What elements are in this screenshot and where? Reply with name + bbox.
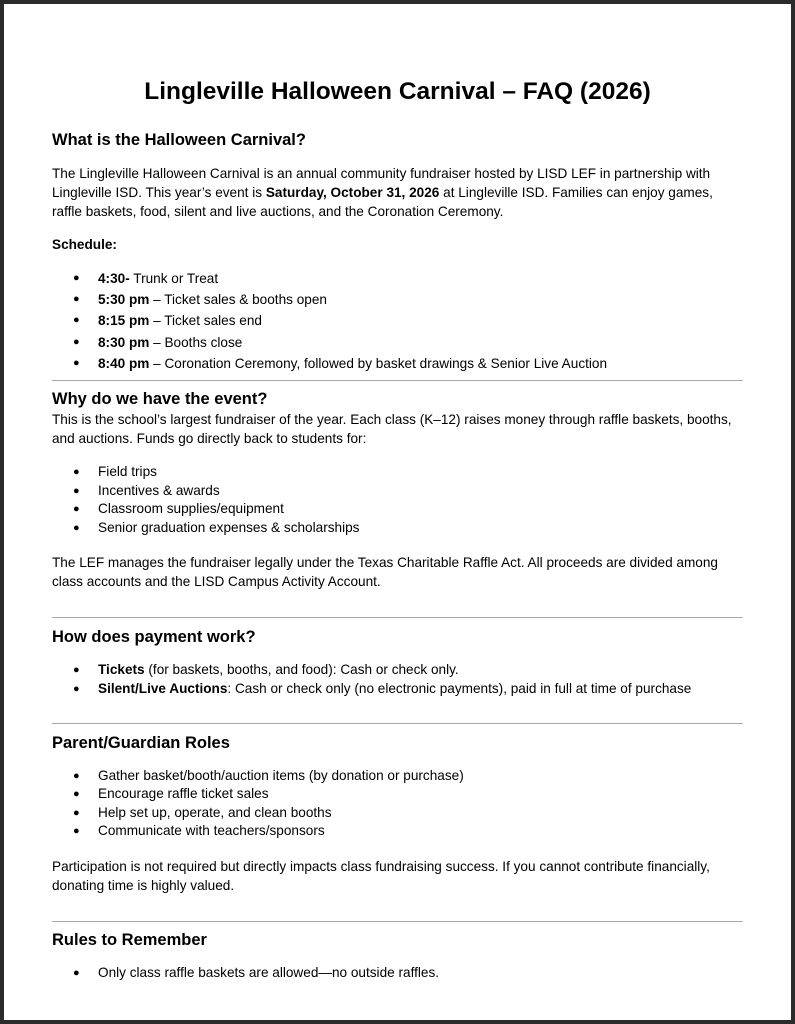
- schedule-time: 8:15 pm: [98, 313, 150, 329]
- schedule-item: [52, 332, 743, 353]
- section-heading-rules: Rules to Remember: [52, 930, 207, 949]
- schedule-label: Schedule:: [52, 237, 117, 252]
- list-item: [52, 680, 743, 699]
- schedule-time: 8:40 pm: [98, 355, 150, 371]
- schedule-time: 4:30-: [98, 271, 130, 286]
- payment-item-label: Tickets: [98, 662, 145, 678]
- schedule-item: [52, 289, 743, 310]
- what-paragraph-part-1: The Lingleville Halloween Carnival is an annual community fundraiser hosted by LISD LEF in partnership with Lingleville ISD. This year’s event is: [52, 166, 711, 200]
- list-item: ● Communicate with teachers/sponsors: [52, 822, 743, 841]
- list-item: ● Encourage raffle ticket sales: [52, 785, 743, 804]
- schedule-list: [52, 268, 743, 374]
- section-divider: [52, 617, 743, 618]
- schedule-text: – Coronation Ceremony, followed by basket drawings & Senior Live Auction: [149, 355, 608, 371]
- schedule-text: – Ticket sales end: [149, 313, 262, 329]
- list-item: ● Field trips: [52, 463, 743, 482]
- raffle-act-paragraph: The LEF manages the fundraiser legally under the Texas Charitable Raffle Act. All proceeds are divided among class accounts and the LISD Campus Activity Account.: [52, 555, 718, 590]
- roles-list: [52, 767, 743, 841]
- section-divider: [52, 380, 743, 381]
- document-page: [4, 4, 791, 1020]
- page-title: Lingleville Halloween Carnival – FAQ (2026): [144, 78, 651, 105]
- list-item: ● Incentives & awards: [52, 482, 743, 501]
- what-paragraph-part-2: at Lingleville ISD. Families can enjoy games, raffle baskets, food, silent and live auctions, and the Coronation Ceremony.: [52, 185, 713, 219]
- schedule-time: 8:30 pm: [98, 334, 150, 350]
- schedule-item: [52, 353, 743, 374]
- list-item: ● Help set up, operate, and clean booths: [52, 804, 743, 823]
- section-heading-roles: Parent/Guardian Roles: [52, 733, 230, 752]
- list-item: ● Classroom supplies/equipment: [52, 500, 743, 519]
- what-paragraph: [52, 164, 743, 221]
- payment-list: [52, 661, 743, 698]
- list-item: ● Senior graduation expenses & scholarships: [52, 519, 743, 538]
- payment-item-text: : Cash or check only (no electronic payments), paid in full at time of purchase: [227, 680, 692, 696]
- section-heading-why: Why do we have the event?: [52, 390, 268, 409]
- list-item: ● Gather basket/booth/auction items (by donation or purchase): [52, 767, 743, 786]
- section-heading-payment: How does payment work?: [52, 628, 256, 647]
- participation-paragraph: Participation is not required but directly impacts class fundraising success. If you cannot contribute financially, donating time is highly valued.: [52, 858, 710, 893]
- section-divider: [52, 921, 743, 922]
- schedule-item: [52, 268, 743, 289]
- schedule-item: [52, 310, 743, 331]
- event-date: Saturday, October 31, 2026: [265, 185, 440, 200]
- list-item: ● Only class raffle baskets are allowed—no outside raffles.: [52, 964, 743, 983]
- schedule-text: – Booths close: [149, 334, 243, 350]
- section-divider: [52, 723, 743, 724]
- schedule-text: Trunk or Treat: [129, 271, 219, 286]
- payment-item-label: Silent/Live Auctions: [98, 680, 228, 696]
- schedule-text: – Ticket sales & booths open: [149, 292, 327, 308]
- why-paragraph: This is the school’s largest fundraiser of the year. Each class (K–12) raises money through raffle baskets, booths, and auctions. Funds go directly back to students for:: [52, 412, 732, 447]
- section-heading-what: What is the Halloween Carnival?: [52, 131, 306, 149]
- rules-list: [52, 964, 743, 983]
- schedule-time: 5:30 pm: [98, 292, 150, 308]
- list-item: [52, 661, 743, 680]
- payment-item-text: (for baskets, booths, and food): Cash or check only.: [144, 662, 459, 678]
- funds-list: [52, 463, 743, 537]
